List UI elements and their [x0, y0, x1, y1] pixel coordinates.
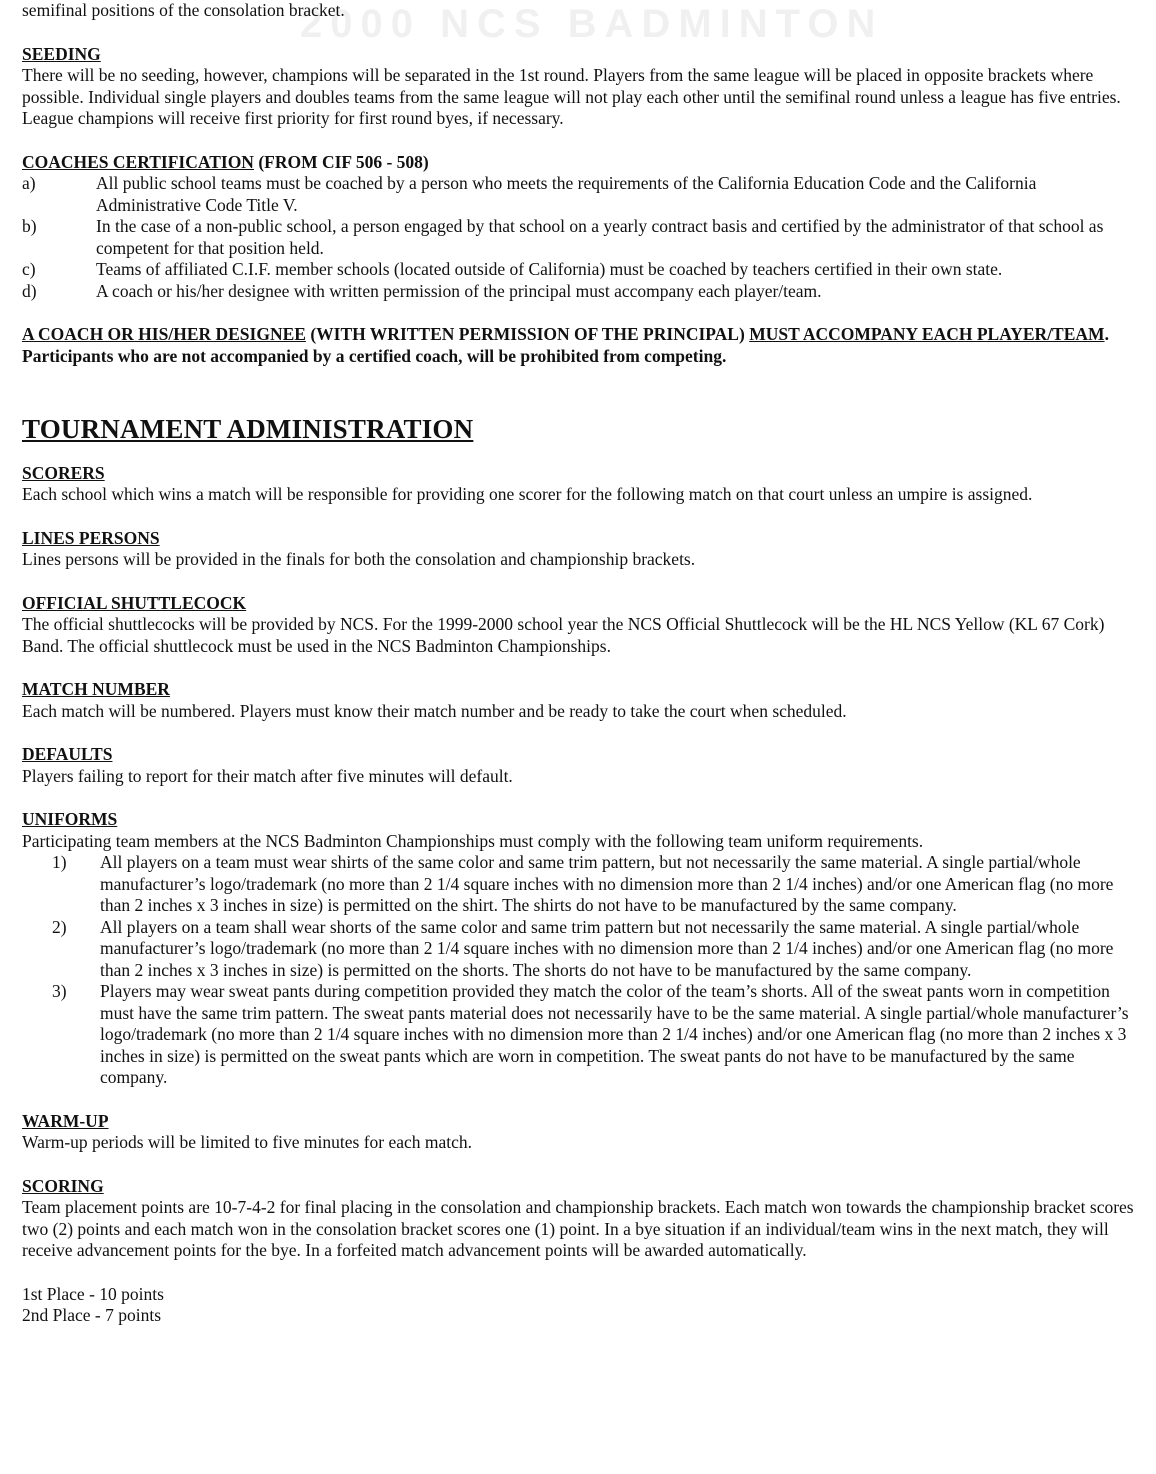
lines-text: Lines persons will be provided in the finals for both the consolation and championship brackets.	[22, 549, 696, 569]
section-warm-up	[22, 1111, 1142, 1154]
uniforms-heading: UNIFORMS	[22, 809, 118, 829]
section-coaches-certification	[22, 152, 1142, 303]
list-item-text: All players on a team must wear shirts of the same color and same trim pattern, but not necessarily the same material. A single partial/whole manufacturer’s logo/trademark (no more than 2 1/4 square inches with no dimension more than 2 1/4 inches) and/or one American flag (no more than 2 inches x 3 inches in size) is permitted on the shirt. The shirts do not have to be manufactured by the same company.	[100, 852, 1114, 915]
coaches-list	[22, 173, 1142, 302]
section-official-shuttlecock	[22, 593, 1142, 658]
list-item	[52, 917, 1142, 982]
notice-part-1: A COACH OR HIS/HER DESIGNEE	[22, 324, 306, 344]
document-page	[22, 0, 1142, 1327]
intro-line: semifinal positions of the consolation bracket.	[22, 0, 345, 20]
warmup-heading: WARM-UP	[22, 1110, 109, 1131]
list-marker: 3)	[52, 981, 67, 1001]
list-marker: 1)	[52, 852, 67, 872]
scorers-heading: SCORERS	[22, 462, 105, 483]
list-item-text: In the case of a non-public school, a person engaged by that school on a yearly contract basis and certified by the administrator of that school as competent for that position held.	[96, 216, 1104, 258]
seeding-text: There will be no seeding, however, champions will be separated in the 1st round. Players from the same league will be placed in opposite brackets where possible. Individual single players and doubles teams from the same league will not play each other until the semifinal round unless a league has five entries. League champions will receive first priority for first round byes, if necessary.	[22, 65, 1121, 128]
defaults-heading: DEFAULTS	[22, 744, 113, 764]
match-heading: MATCH NUMBER	[22, 679, 170, 699]
list-item	[22, 259, 1142, 281]
notice-part-3: MUST ACCOMPANY EACH PLAYER/TEAM	[749, 324, 1105, 344]
shuttle-heading: OFFICIAL SHUTTLECOCK	[22, 592, 247, 613]
section-seeding	[22, 44, 1142, 130]
shuttle-text: The official shuttlecocks will be provided by NCS. For the 1999-2000 school year the NCS Official Shuttlecock will be the HL NCS Yellow (KL 67 Cork) Band. The official shuttlecock must be used in the NCS Badminton Championships.	[22, 614, 1105, 656]
list-item	[22, 216, 1142, 259]
list-item	[22, 173, 1142, 216]
seeding-heading: SEEDING	[22, 43, 101, 64]
list-item-text: Teams of affiliated C.I.F. member schools (located outside of California) must be coached by teachers certified in their own state.	[96, 259, 1003, 279]
scoring-text: Team placement points are 10-7-4-2 for final placing in the consolation and championship brackets. Each match won towards the championship bracket scores two (2) points and each match won in the consolation bracket scores one (1) point. In a bye situation if an individual/team wins in the next match, they will receive advancement points for the bye. In a forfeited match advancement points will be awarded automatically.	[22, 1197, 1134, 1260]
place-line: 2nd Place - 7 points	[22, 1305, 162, 1325]
section-scorers	[22, 463, 1142, 506]
list-item-text: All players on a team shall wear shorts of the same color and same trim pattern but not necessarily the same material. A single partial/whole manufacturer’s logo/trademark (no more than 2 1/4 square inches with no dimension more than 2 1/4 inches) and/or one American flag (no more than 2 inches x 3 inches in size) is permitted on the shorts. The shorts do not have to be manufactured by the same company.	[100, 916, 1114, 980]
scoring-heading: SCORING	[22, 1175, 104, 1196]
place-line: 1st Place - 10 points	[22, 1283, 164, 1304]
warmup-text: Warm-up periods will be limited to five minutes for each match.	[22, 1132, 473, 1152]
coaches-heading-suffix: (FROM CIF 506 - 508)	[253, 151, 429, 172]
list-marker: b)	[22, 216, 37, 236]
match-text: Each match will be numbered. Players must know their match number and be ready to take the court when scheduled.	[22, 700, 847, 721]
list-marker: c)	[22, 259, 36, 279]
list-marker: 2)	[52, 916, 67, 937]
admin-title: TOURNAMENT ADMINISTRATION	[22, 414, 474, 444]
list-item-text: A coach or his/her designee with written permission of the principal must accompany each player/team.	[96, 280, 822, 301]
scorers-text: Each school which wins a match will be responsible for providing one scorer for the following match on that court unless an umpire is assigned.	[22, 484, 1033, 504]
list-marker: a)	[22, 173, 36, 193]
notice-part-2: (WITH WRITTEN PERMISSION OF THE PRINCIPAL)	[305, 324, 750, 344]
section-scoring	[22, 1176, 1142, 1262]
placement-points	[22, 1284, 1142, 1327]
list-item	[22, 281, 1142, 303]
lines-heading: LINES PERSONS	[22, 527, 160, 548]
list-marker: d)	[22, 280, 37, 301]
list-item-text: Players may wear sweat pants during competition provided they match the color of the team’s shorts. All of the sweat pants worn in competition must have the same trim pattern. The sweat pants material does not necessarily have to be the same material. A single partial/whole manufacturer’s logo/trademark (no more than 2 1/4 square inches with no dimension more than 2 1/4 inches) and/or one American flag (no more than 2 inches x 3 inches in size) is permitted on the sweat pants which are worn in competition. The sweat pants do not have to be manufactured by the same company.	[100, 981, 1129, 1087]
list-item-text: All public school teams must be coached by a person who meets the requirements of the California Education Code and the California Administrative Code Title V.	[96, 173, 1037, 215]
uniforms-text: Participating team members at the NCS Badminton Championships must comply with the following team uniform requirements.	[22, 830, 924, 851]
list-item	[52, 981, 1142, 1089]
bleed-through-watermark: 2000 NCS BADMINTON	[300, 2, 884, 46]
list-item	[52, 852, 1142, 917]
section-uniforms	[22, 809, 1142, 1089]
section-lines-persons	[22, 528, 1142, 571]
section-match-number	[22, 679, 1142, 722]
defaults-text: Players failing to report for their match after five minutes will default.	[22, 765, 513, 786]
coach-notice	[22, 324, 1142, 367]
uniforms-list	[22, 852, 1142, 1089]
coaches-heading: COACHES CERTIFICATION	[22, 151, 254, 172]
section-defaults	[22, 744, 1142, 787]
notice-part-4: . Participants who are not accompanied by a certified coach, will be prohibited from competing.	[22, 324, 1109, 366]
